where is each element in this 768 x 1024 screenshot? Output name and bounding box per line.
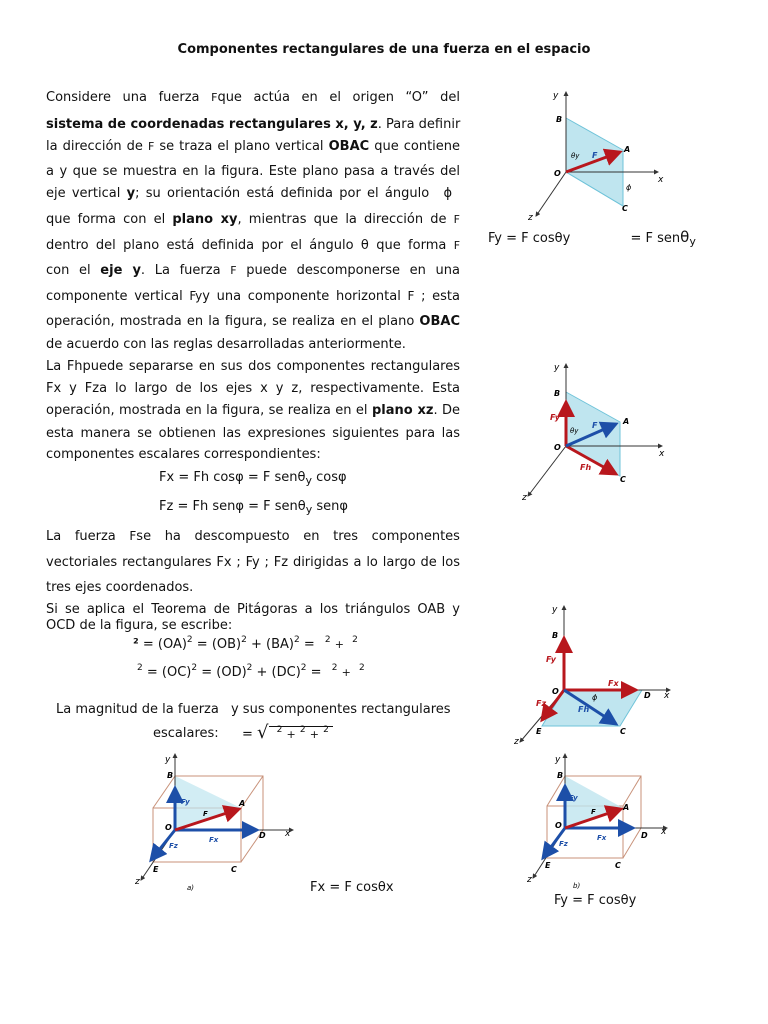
text: F cos [344,880,378,895]
text: . Para definir [377,117,461,132]
symbol: Fz [84,381,100,396]
word: en [303,529,320,544]
text: la dirección de [46,139,143,154]
text: = [303,637,315,652]
figure-box-a [115,748,305,896]
p3-line-3: tres ejes coordenados. [46,580,194,595]
text: ; esta [421,289,460,304]
text: senφ [316,499,348,514]
text: + [309,728,319,741]
word: Considere [46,90,111,105]
text: = [247,470,259,485]
label-c: C [231,865,237,874]
text: que forma [376,238,447,253]
text: a [46,164,54,179]
p1-line-5 [46,186,460,201]
label-fy: Fy [569,794,578,802]
text: , mientras que la dirección de [237,212,447,227]
text: . La fuerza [140,263,221,278]
label-z: z [528,213,533,223]
word: tres [333,529,359,544]
equation-pythagoras-2 [137,665,365,680]
superscript: 2 [331,663,338,673]
superscript: 2 [137,663,143,673]
text: x [385,880,394,895]
word: que [217,90,242,105]
p1-line-4 [46,164,460,179]
symbol: θ [297,499,306,514]
symbol: Fh [66,359,83,374]
label-theta-y: θy [570,427,579,435]
label-theta-y: θy [571,152,580,160]
text: escalares: [153,726,219,741]
equation-fz [159,499,348,514]
text: La magnitud de la fuerza [56,702,219,717]
label-fh: Fh [580,463,592,472]
text: Fx [310,880,326,895]
text: + [341,666,351,679]
figure-a-caption [310,880,394,895]
text: dentro del plano está definida por el ángulo [46,238,354,253]
text: Fy [554,893,568,908]
figure-components-fy-fh [522,358,672,503]
label-fy: Fy [546,655,556,664]
equation-fx [159,470,347,485]
label-fx: Fx [608,679,619,688]
figure-components-fx-fz [512,600,677,745]
p3-line-2 [46,555,460,570]
text: que contiene [374,139,461,154]
p1-line-6 [46,212,460,227]
word: del [440,90,460,105]
page-title: Componentes rectangulares de una fuerza en el espacio [177,42,591,57]
superscript: 2 [352,635,358,645]
text: y que se muestra en la figura. Este plano pasa a través del [59,164,460,179]
label-a: A [624,145,631,154]
label-e: E [153,865,159,874]
symbol: F [147,140,155,153]
text: dirigidas a lo largo de los [292,555,460,570]
text: + (BA) [251,637,294,652]
text: + [286,728,296,741]
word: descompuesto [194,529,290,544]
label-c: C [620,727,626,736]
bold-text: plano xy [172,212,238,227]
symbol: θ [377,880,386,895]
label-a: A [239,799,246,808]
word: actúa [253,90,290,105]
symbol: Fy [189,289,203,303]
word: F [211,91,218,104]
label-d: D [644,691,651,700]
word: “O” [405,90,429,105]
text: ; su orientación está definida por el ángulo [135,186,430,201]
label-b: B [552,631,559,640]
text: con el [46,263,91,278]
p1-line-11: de acuerdo con las reglas desarrolladas anteriormente. [46,337,406,352]
z-axis [536,172,566,216]
text: Fy [488,231,502,246]
z-axis [528,446,566,496]
label-z: z [527,875,532,885]
figure-1-caption [488,228,696,246]
symbol: θ [554,231,563,246]
text: F cos [587,893,621,908]
text: = (OC) [146,665,192,680]
text: y [628,893,637,908]
label-y: y [555,755,561,765]
p1-line-3 [46,139,460,154]
superscript: 2 [358,663,365,673]
label-x: x [659,449,665,459]
p1-line-1 [46,90,460,105]
label-fz: Fz [169,842,178,850]
text: = [242,727,253,742]
label-b: B [557,771,564,780]
label-x: x [664,691,670,701]
p4-line-1: Si se aplica el Teorema de Pitágoras a los triángulos OAB y [46,602,460,617]
bold-text: sistema de coordenadas rectangulares x, y, z [46,117,378,132]
label-x: x [661,827,667,837]
text: = [178,470,190,485]
superscript: 2 [299,725,306,735]
label-z: z [514,737,519,745]
p5-line-2 [153,726,219,741]
text: F sen [263,499,298,514]
symbol: Fx [46,381,62,396]
text: cosφ [316,470,347,485]
subscript: y [689,235,696,248]
text: = (OD) [201,665,247,680]
symbol: F [407,289,415,303]
text: operación, mostrada en la figura, se realiza en el [46,403,368,418]
p2-line-1 [46,359,460,374]
superscript: 2 [293,635,300,645]
text: y una componente horizontal [202,289,401,304]
bold-text: y [126,186,136,201]
text: puede separarse en sus dos componentes rectangulares [82,359,461,374]
superscript: 2 [300,663,307,673]
symbol: F [453,239,461,252]
p1-line-10 [46,314,460,329]
label-f: F [592,151,598,160]
text: y [69,381,77,396]
label-fy: Fy [550,413,560,422]
label-a: A [623,417,630,426]
text: = [630,231,642,246]
p4-line-2: OCD de la figura, se escribe: [46,618,233,633]
p2-line-4: esta manera se obtienen las expresiones siguientes para las [46,426,460,441]
text: = [310,665,322,680]
figure-box-b [515,748,680,893]
symbol: F [453,213,460,226]
word: fuerza [158,90,200,105]
text: vectoriales rectangulares [46,555,212,570]
label-fz: Fz [559,840,568,848]
text: F sen [645,231,681,246]
word: en [301,90,318,105]
word: una [122,90,147,105]
text: = [177,499,189,514]
text: Fx ; Fy ; Fz [216,555,289,570]
p5-line-1 [56,702,451,717]
text: F sen [262,470,298,485]
label-a: A [623,803,630,812]
figure-b-caption [554,893,636,908]
label-phi: ϕ [626,183,632,192]
subscript: y [305,474,312,487]
text: puede descomponerse en una [246,263,460,278]
p3-line-1 [46,529,460,544]
word: fuerza [74,529,116,544]
label-figure-a: a) [187,884,195,892]
text: y sus componentes rectangulares [230,702,451,717]
text: operación, mostrada en la figura, se realiza en el plano [46,314,415,329]
bold-text: eje y [100,263,141,278]
label-figure-b: b) [573,882,581,890]
label-y: y [553,91,559,101]
symbol: θ [360,238,369,253]
label-o: O [554,443,561,452]
label-f: F [592,421,598,430]
symbol: F [230,264,237,277]
word: La [46,529,62,544]
label-f: F [203,810,208,818]
text: = [506,231,518,246]
word: componentes [371,529,460,544]
superscript: 2 [241,635,247,645]
label-o: O [555,821,562,830]
label-o: O [552,687,559,696]
text: Fx [159,470,175,485]
text: que forma con el [46,212,166,227]
text: = [329,880,341,895]
text: Fh senφ [192,499,244,514]
label-x: x [285,829,291,839]
superscript: 2 [186,635,193,645]
text: a lo largo de los ejes x y z, respectivamente. Esta [99,381,461,396]
text: Fh cosφ [193,470,244,485]
triangle-oab [565,776,623,828]
label-x: x [658,175,664,185]
superscript: 2 [324,635,331,645]
text: Fz [159,499,174,514]
label-c: C [622,204,628,213]
label-b: B [167,771,174,780]
label-f: F [591,808,596,816]
equation-pythagoras-1 [133,637,358,652]
text: . De [433,403,460,418]
label-fx: Fx [597,834,607,842]
text: La [46,359,62,374]
text: + (DC) [256,665,301,680]
superscript: 2 [191,663,198,673]
word: ha [164,529,181,544]
superscript: 2 [323,725,329,735]
text: y [562,231,571,246]
p1-line-2 [46,117,460,132]
text: F cos [521,231,555,246]
text: eje vertical [46,186,121,201]
label-c: C [620,475,626,484]
bold-text: OBAC [419,314,460,329]
text: componente vertical [46,289,183,304]
text: ² [133,637,139,652]
label-fx: Fx [209,836,219,844]
label-y: y [552,605,558,615]
word: F [129,529,137,543]
text: = [248,499,259,514]
label-b: B [556,115,563,124]
symbol: θ [620,893,629,908]
label-z: z [522,493,527,503]
sqrt-symbol: √ [257,722,269,743]
equation-magnitude [242,722,333,743]
label-b: B [554,389,561,398]
p2-line-2 [46,381,460,396]
word: el [329,90,341,105]
text: = (OB) [196,637,242,652]
label-e: E [536,727,542,736]
subscript: y [305,503,313,516]
label-o: O [165,823,172,832]
label-fh: Fh [578,705,590,714]
text: = [572,893,584,908]
label-y: y [554,363,560,373]
text: + [334,638,344,651]
label-z: z [135,877,140,887]
text: se traza el plano vertical [159,139,324,154]
label-fy: Fy [181,798,190,806]
word: se [136,529,152,544]
p1-line-7 [46,238,460,253]
label-fz: Fz [536,699,547,708]
superscript: 2 [246,663,253,673]
label-d: D [259,831,266,840]
symbol: θ [680,228,690,246]
p1-line-8 [46,263,460,278]
symbol: ϕ [443,186,453,201]
bold-text: OBAC [328,139,370,154]
label-d: D [641,831,648,840]
p2-line-5: componentes escalares correspondientes: [46,447,321,462]
label-y: y [165,755,171,765]
label-c: C [615,861,621,870]
p1-line-9 [46,289,460,304]
bold-text: plano xz [371,403,434,418]
p2-line-3 [46,403,460,418]
figure-plane-obac [528,86,678,226]
label-e: E [545,861,551,870]
symbol: θ [297,470,306,485]
superscript: 2 [276,725,283,735]
text: = (OA) [142,637,187,652]
label-phi: ϕ [592,693,598,702]
label-o: O [554,169,561,178]
word: origen [352,90,394,105]
